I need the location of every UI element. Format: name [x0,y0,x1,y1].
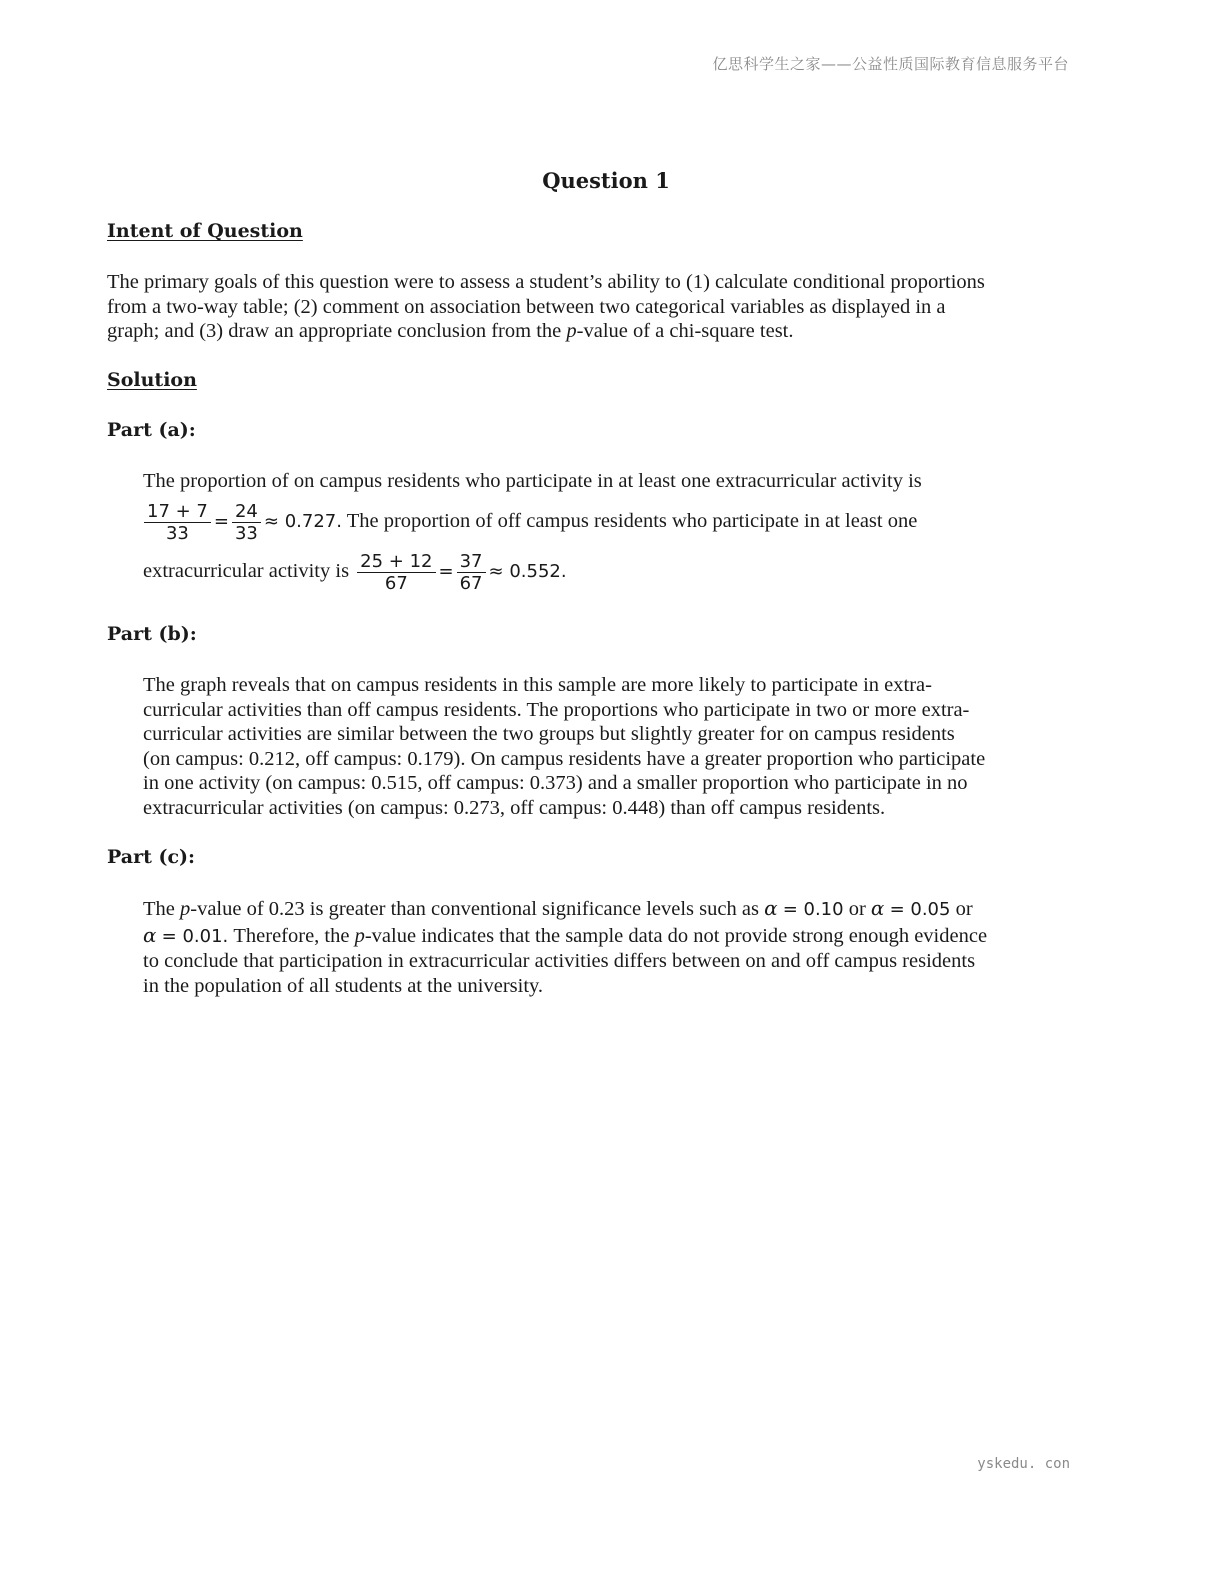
part-c-line-1 [143,896,987,923]
fraction-17-plus-7-over-33 [144,501,211,544]
fraction-numerator: 25 + 12 [357,551,435,573]
part-c-text: -value of 0.23 is greater than conventional significance levels such as [190,898,759,920]
approx-value-2: ≈ 0.552. [488,561,567,582]
intent-heading: Intent of Question [107,220,303,242]
fraction-24-over-33 [232,501,261,544]
p-symbol: p [566,320,577,343]
part-b-paragraph [143,673,985,821]
part-b-line-2: curricular activities than off campus residents. The proportions who participate in two or more extra- [143,698,970,721]
part-b-heading: Part (b): [107,623,197,645]
part-c-line-3: to conclude that participation in extracurricular activities differs between on and off campus residents [143,950,976,973]
part-a-line-1 [143,469,922,494]
equals-sign: = [213,511,229,532]
or-word: or [955,898,973,920]
intent-line-3-start: graph; and (3) draw an appropriate conclusion from the [107,320,567,343]
intent-line-2: from a two-way table; (2) comment on association between two categorical variables as displayed in a [107,295,946,318]
header-watermark: 亿思科学生之家——公益性质国际教育信息服务平台 [712,55,1069,73]
fraction-numerator: 37 [457,551,486,573]
part-c-line-4: in the population of all students at the university. [143,974,544,997]
part-a-text-3: extracurricular activity is [143,560,350,582]
fraction-denominator: 33 [165,522,189,544]
part-a-heading: Part (a): [107,419,196,441]
equals-sign: = [438,561,454,582]
fraction-denominator: 67 [384,572,408,594]
p-symbol: p [354,924,365,947]
p-symbol: p [180,898,191,920]
part-c-text: Therefore, the [233,924,355,947]
solution-heading: Solution [107,369,197,391]
part-b-line-5: in one activity (on campus: 0.515, off campus: 0.373) and a smaller proportion who participate in no [143,772,968,795]
alpha-value-005: = 0.05 [889,899,951,920]
intent-line-3 [107,319,985,344]
alpha-symbol: α [764,896,778,920]
footer-site: yskedu. con [977,1456,1070,1472]
or-word: or [848,898,866,920]
fraction-numerator: 17 + 7 [144,501,211,523]
intent-line-1: The primary goals of this question were to assess a student’s ability to (1) calculate conditional proportions [107,271,985,293]
part-b-line-6: extracurricular activities (on campus: 0.273, off campus: 0.448) than off campus residents. [143,796,886,819]
part-a-text-2: The proportion of off campus residents who participate in at least one [346,510,918,532]
alpha-value-001: = 0.01. [161,925,229,947]
page-title: Question 1 [542,168,670,193]
part-c-text: The [143,898,180,920]
part-c-heading: Part (c): [107,846,196,868]
part-c-text: -value indicates that the sample data do not provide strong enough evidence [364,924,988,947]
alpha-symbol: α [143,922,157,947]
part-b-line-4: (on campus: 0.212, off campus: 0.179). On campus residents have a greater proportion who participate [143,747,986,770]
part-b-line-3: curricular activities are similar between the two groups but slightly greater for on campus residents [143,723,955,746]
alpha-value-010: = 0.10 [782,899,844,920]
fraction-denominator: 67 [459,572,483,594]
fraction-numerator: 24 [232,501,261,523]
part-c-line-2 [143,923,987,950]
intent-paragraph [107,270,985,344]
fraction-37-over-67 [457,551,486,594]
part-a-text-1: The proportion of on campus residents who participate in at least one extracurricular activity is [143,470,922,492]
approx-value-1: ≈ 0.727. [263,511,342,532]
alpha-symbol: α [870,896,885,920]
part-b-line-1: The graph reveals that on campus residents in this sample are more likely to participate in extra- [143,674,932,696]
fraction-25-plus-12-over-67 [357,551,435,594]
fraction-denominator: 33 [234,522,258,544]
intent-line-3-end: -value of a chi-square test. [576,320,794,343]
part-a-line-3 [143,547,567,596]
part-a-line-2 [141,497,917,546]
part-c-paragraph [143,896,987,998]
